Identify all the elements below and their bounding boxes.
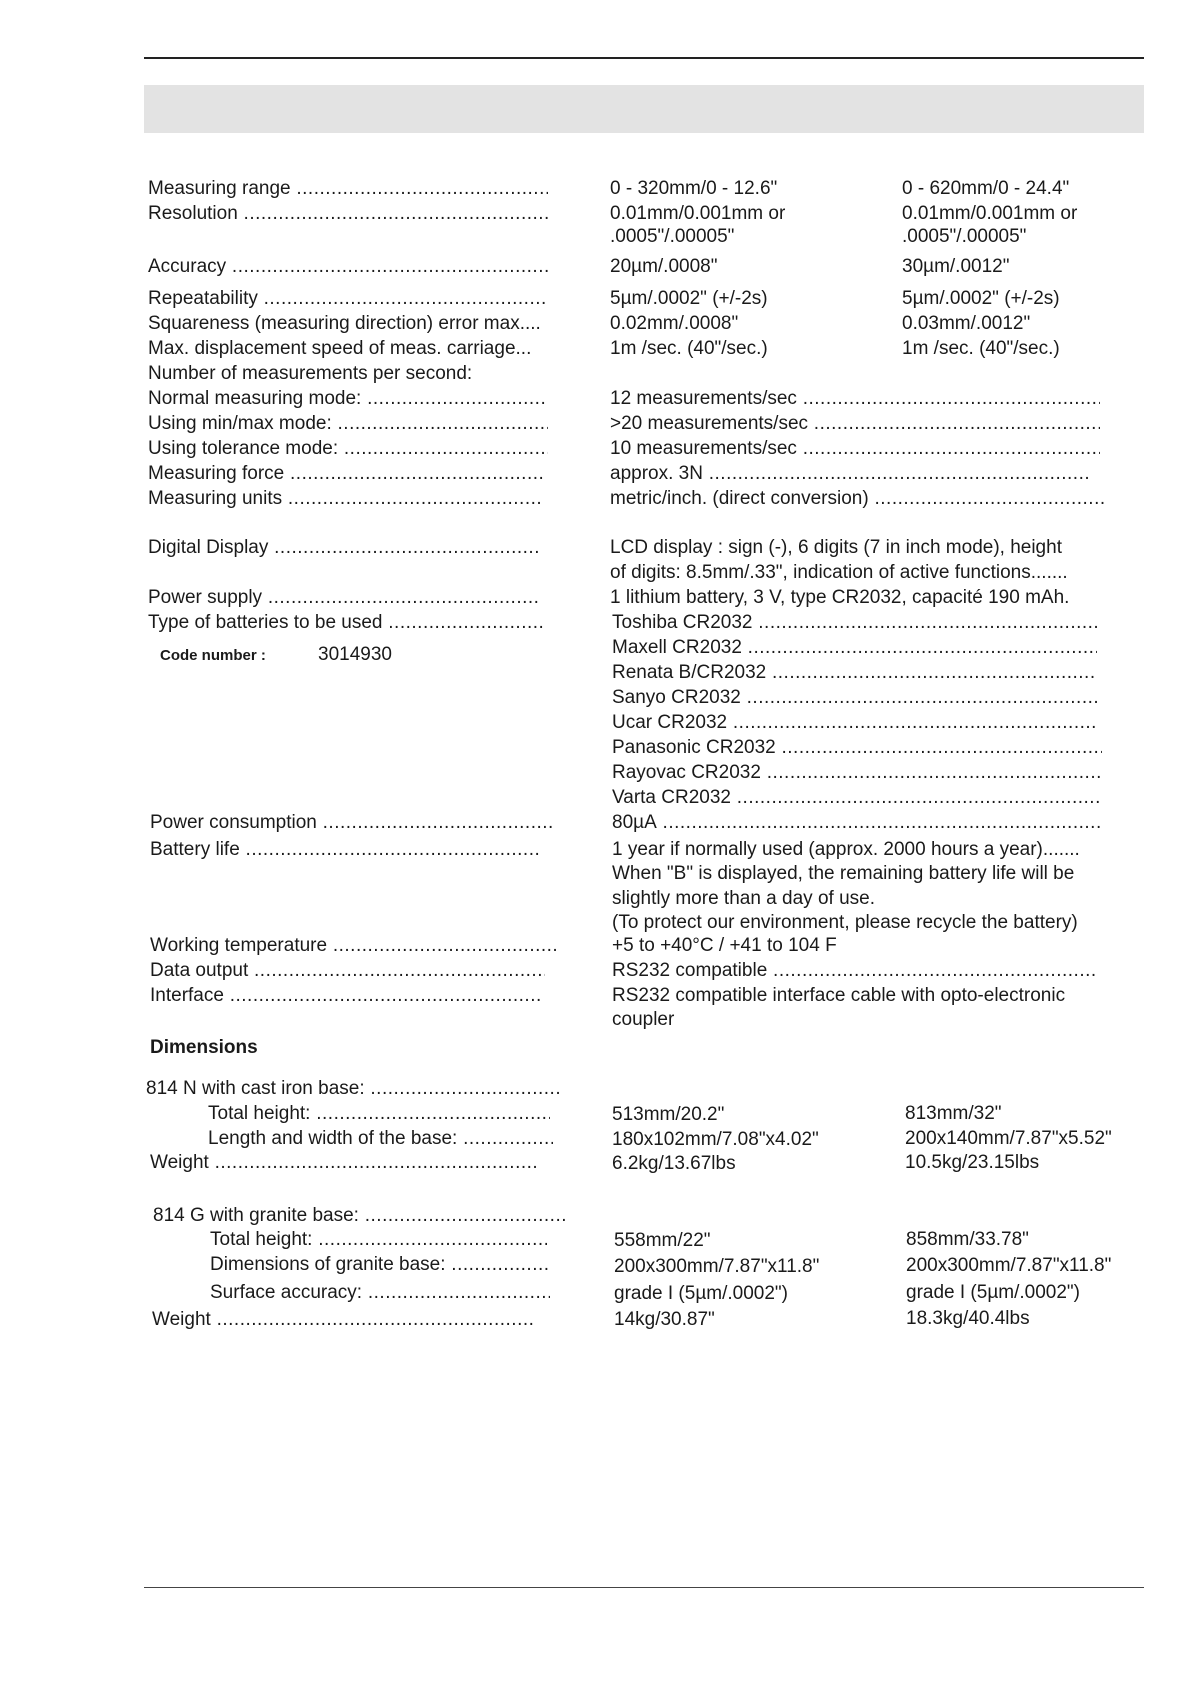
header-band [144,85,1144,133]
measuring-force-value: approx. 3N ..... [610,463,1088,485]
repeatability-col2: 5µm/.0002" (+/-2s) [902,288,1060,309]
power-consumption-value: 80µA ..... [612,812,1100,834]
power-supply-value: 1 lithium battery, 3 V, type CR2032, capacité 190 mAh. [610,587,1070,608]
label-resolution: Resolution ..... [148,203,548,225]
squareness-col2: 0.03mm/.0012" [902,313,1031,334]
g-surface-accuracy-label: Surface accuracy: ..... [210,1282,550,1304]
battery-life-line2: When "B" is displayed, the remaining battery life will be [612,863,1075,884]
code-number-value: 3014930 [318,644,392,665]
battery-life-line1: 1 year if normally used (approx. 2000 hours a year)....... [612,839,1080,860]
battery-type: Sanyo CR2032 ..... [612,687,1097,709]
battery-life-line4: (To protect our environment, please recycle the battery) [612,912,1078,933]
n-weight-label: Weight ..... [150,1152,540,1174]
interface-line2: coupler [612,1009,675,1030]
minmax-mode-value: >20 measurements/sec ..... [610,413,1100,435]
measuring-units-value: metric/inch. (direct conversion) ..... [610,488,1107,510]
n-total-height-col1: 513mm/20.2" [612,1104,725,1125]
measuring-range-col2: 0 - 620mm/0 - 24.4" [902,178,1070,199]
label-number-of-measurements: Number of measurements per second: [148,363,473,384]
label-tolerance-mode: Using tolerance mode: ..... [148,438,548,460]
battery-type: Maxell CR2032 ..... [612,637,1097,659]
battery-type: Toshiba CR2032 ..... [612,612,1097,634]
accuracy-col2: 30µm/.0012" [902,256,1010,277]
digital-display-line2: of digits: 8.5mm/.33", indication of active functions....... [610,562,1068,583]
battery-type: Renata B/CR2032 ..... [612,662,1097,684]
normal-mode-value: 12 measurements/sec ..... [610,388,1100,410]
battery-type: Panasonic CR2032 ..... [612,737,1102,759]
repeatability-col1: 5µm/.0002" (+/-2s) [610,288,768,309]
working-temperature-value: +5 to +40°C / +41 to 104 F [612,935,837,956]
g-weight-label: Weight ..... [152,1309,535,1331]
n-base-size-label: Length and width of the base: ..... [208,1128,553,1150]
digital-display-line1: LCD display : sign (-), 6 digits (7 in inch mode), height [610,537,1062,558]
squareness-col1: 0.02mm/.0008" [610,313,739,334]
resolution-col1-line2: .0005"/.00005" [610,226,735,247]
n-weight-col1: 6.2kg/13.67lbs [612,1153,736,1174]
g-total-height-col2: 858mm/33.78" [906,1229,1029,1250]
battery-type: Varta CR2032 ..... [612,787,1102,809]
resolution-col2-line1: 0.01mm/0.001mm or [902,203,1078,224]
battery-life-line3: slightly more than a day of use. [612,888,875,909]
n-base-size-col2: 200x140mm/7.87"x5.52" [905,1128,1112,1149]
resolution-col1-line1: 0.01mm/0.001mm or [610,203,786,224]
label-data-output: Data output ..... [150,960,545,982]
g-base-size-label: Dimensions of granite base: ..... [210,1254,548,1276]
label-repeatability: Repeatability ..... [148,288,548,310]
label-interface: Interface ..... [150,985,542,1007]
accuracy-col1: 20µm/.0008" [610,256,718,277]
label-minmax-mode: Using min/max mode: ..... [148,413,548,435]
label-battery-types: Type of batteries to be used ..... [148,612,546,634]
label-battery-life: Battery life ..... [150,839,542,861]
g-total-height-col1: 558mm/22" [614,1230,711,1251]
top-rule [144,57,1144,59]
label-measuring-range: Measuring range ..... [148,178,548,200]
n-total-height-label: Total height: ..... [208,1103,550,1125]
g-model-label: 814 G with granite base: ..... [153,1205,565,1227]
label-digital-display: Digital Display ..... [148,537,538,559]
label-normal-mode: Normal measuring mode: ..... [148,388,548,410]
g-weight-col2: 18.3kg/40.4lbs [906,1308,1030,1329]
n-base-size-col1: 180x102mm/7.08"x4.02" [612,1129,819,1150]
data-output-value: RS232 compatible ..... [612,960,1097,982]
label-measuring-units: Measuring units ..... [148,488,543,510]
label-power-supply: Power supply ..... [148,587,538,609]
max-displacement-col1: 1m /sec. (40"/sec.) [610,338,768,359]
label-accuracy: Accuracy ..... [148,256,548,278]
g-surface-accuracy-col1: grade I (5µm/.0002") [614,1283,788,1304]
label-max-displacement: Max. displacement speed of meas. carriage... [148,338,532,359]
interface-line1: RS232 compatible interface cable with opto-electronic [612,985,1066,1006]
n-model-label: 814 N with cast iron base: ..... [146,1078,561,1100]
dimensions-heading: Dimensions [150,1037,258,1058]
resolution-col2-line2: .0005"/.00005" [902,226,1027,247]
measuring-range-col1: 0 - 320mm/0 - 12.6" [610,178,778,199]
battery-type: Rayovac CR2032 ..... [612,762,1102,784]
g-base-size-col1: 200x300mm/7.87"x11.8" [614,1256,820,1277]
label-measuring-force: Measuring force ..... [148,463,545,485]
label-working-temperature: Working temperature ..... [150,935,560,957]
g-weight-col1: 14kg/30.87" [614,1309,715,1330]
label-squareness: Squareness (measuring direction) error max.... [148,313,541,334]
battery-type: Ucar CR2032 ..... [612,712,1097,734]
label-power-consumption: Power consumption ..... [150,812,552,834]
n-total-height-col2: 813mm/32" [905,1103,1002,1124]
g-total-height-label: Total height: ..... [210,1229,547,1251]
max-displacement-col2: 1m /sec. (40"/sec.) [902,338,1060,359]
g-surface-accuracy-col2: grade I (5µm/.0002") [906,1282,1080,1303]
tolerance-mode-value: 10 measurements/sec ..... [610,438,1100,460]
g-base-size-col2: 200x300mm/7.87"x11.8" [906,1255,1112,1276]
code-number-label: Code number : [160,647,266,664]
bottom-rule [144,1587,1144,1588]
n-weight-col2: 10.5kg/23.15lbs [905,1152,1040,1173]
